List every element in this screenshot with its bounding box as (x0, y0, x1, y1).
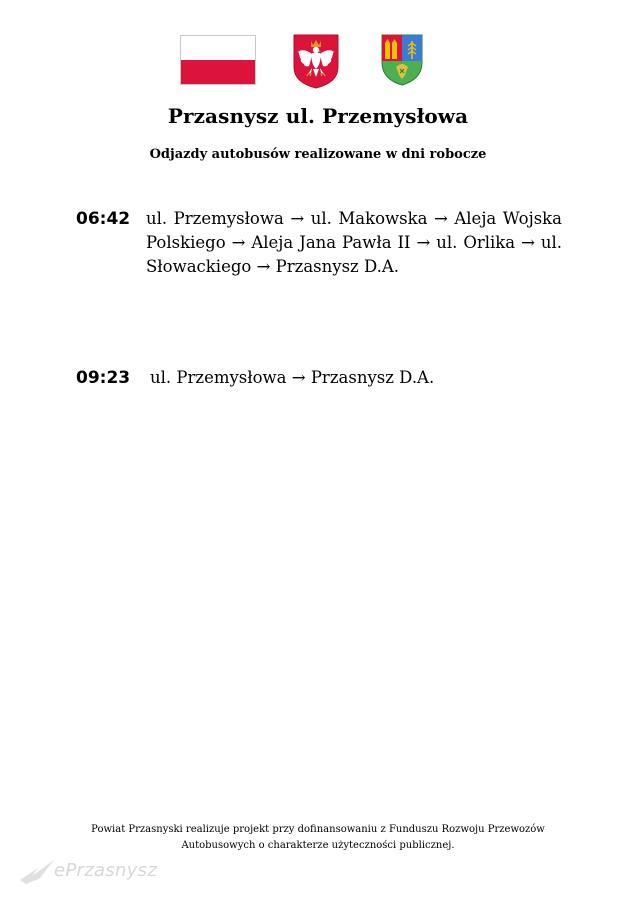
departure-route: ul. Przemysłowa → ul. Makowska → Aleja Wojska Polskiego → Aleja Jana Pawła II → ul. Orlika → ul. Słowackiego → Przasnysz D.A. (146, 209, 562, 276)
emblems-row (0, 33, 636, 89)
departure-time: 09:23 (76, 368, 131, 388)
eprzasnysz-logo-icon (18, 854, 58, 886)
watermark-text: ePrzasnysz (54, 860, 158, 881)
poland-flag-icon (180, 35, 256, 85)
funding-note-line: Autobusowych o charakterze użyteczności publicznej. (181, 840, 455, 851)
page-subtitle: Odjazdy autobusów realizowane w dni robocze (149, 147, 487, 162)
polish-eagle-emblem-icon (292, 33, 340, 89)
departure-route: ul. Przemysłowa → Przasnysz D.A. (150, 368, 435, 387)
page-title: Przasnysz ul. Przemysłowa (167, 104, 469, 128)
funding-note-line: Powiat Przasnyski realizuje projekt przy dofinansowaniu z Funduszu Rozwoju Przewozów (91, 824, 545, 835)
watermark (18, 854, 158, 886)
przasnysz-county-crest-icon (380, 33, 424, 87)
funding-note (60, 822, 576, 854)
departure-time: 06:42 (76, 209, 131, 229)
